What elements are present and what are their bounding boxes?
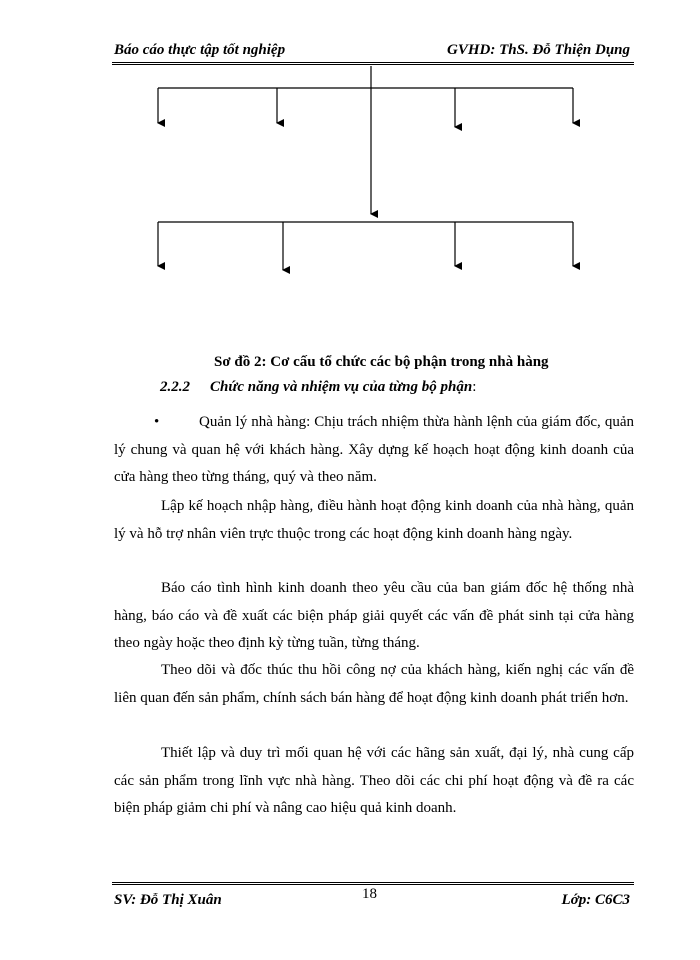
body-text-3 (114, 575, 634, 658)
paragraph-5: Thiết lập và duy trì mối quan hệ với các hãng sản xuất, đại lý, nhà cung cấp các sản phẩm trong lĩnh vực nhà hàng. Theo dõi các chi phí hoạt động và đề ra các biện pháp giảm chi phí và nâng cao hiệu quả kinh doanh. (114, 745, 634, 816)
footer-class: Lớp: C6C3 (561, 892, 630, 908)
section-number: 2.2.2 (160, 379, 190, 395)
section-heading (160, 379, 476, 396)
header-supervisor: GVHD: ThS. Đỗ Thiện Dụng (447, 42, 630, 58)
paragraph-1-text: Quản lý nhà hàng: Chịu trách nhiệm thừa hành lệnh của giám đốc, quản lý chung và quan hệ với khách hàng. Xây dựng kế hoạch hoạt động kinh doanh của cửa hàng theo từng tháng, quý và theo năm. (114, 414, 634, 485)
body-text (114, 409, 634, 492)
page-footer (112, 882, 634, 911)
bullet-marker: • (154, 414, 160, 430)
body-text-2 (114, 493, 634, 548)
org-chart-diagram (0, 0, 700, 340)
paragraph-1 (114, 409, 634, 492)
section-colon: : (472, 379, 477, 395)
diagram-caption: Sơ đồ 2: Cơ cấu tổ chức các bộ phận trong nhà hàng (214, 354, 549, 370)
body-text-4 (114, 657, 634, 712)
section-title: Chức năng và nhiệm vụ của từng bộ phận (210, 379, 473, 395)
page-number: 18 (362, 886, 377, 902)
body-text-5 (114, 740, 634, 823)
header-report-title: Báo cáo thực tập tốt nghiệp (114, 42, 286, 58)
footer-student: SV: Đỗ Thị Xuân (114, 892, 222, 908)
paragraph-3: Báo cáo tình hình kinh doanh theo yêu cầu của ban giám đốc hệ thống nhà hàng, báo cáo và đề xuất các biện pháp giải quyết các vấn đề phát sinh tại cửa hàng theo ngày hoặc theo định kỳ từng tuần, từng tháng. (114, 580, 634, 651)
paragraph-2: Lập kế hoạch nhập hàng, điều hành hoạt động kinh doanh của nhà hàng, quản lý và hỗ trợ nhân viên trực thuộc trong các hoạt động kinh doanh hàng ngày. (114, 498, 634, 542)
paragraph-4: Theo dõi và đốc thúc thu hồi công nợ của khách hàng, kiến nghị các vấn đề liên quan đến sản phẩm, chính sách bán hàng để hoạt động kinh doanh phát triển hơn. (114, 662, 634, 706)
